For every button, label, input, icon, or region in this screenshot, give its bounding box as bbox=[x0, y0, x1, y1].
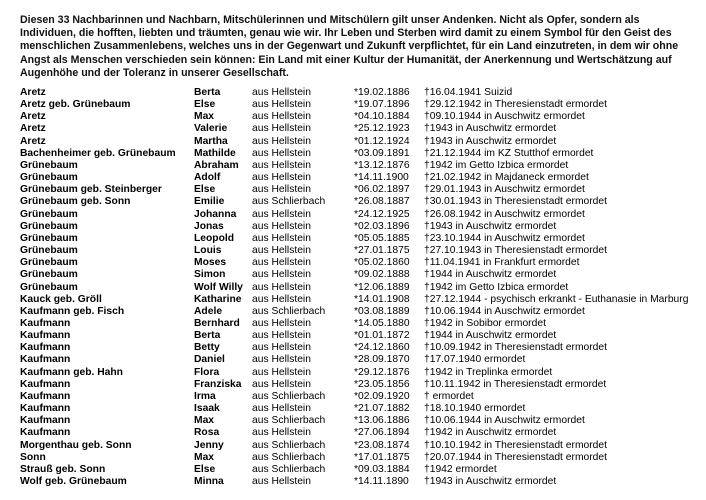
first-name-cell: Else bbox=[194, 463, 216, 475]
surname-cell: Kaufmann bbox=[20, 330, 71, 342]
origin-cell: aus Hellstein bbox=[252, 123, 311, 135]
table-row bbox=[20, 282, 700, 294]
surname-cell: Grünebaum bbox=[20, 172, 78, 184]
surname-cell: Kaufmann geb. Fisch bbox=[20, 305, 125, 317]
birth-date-cell: *25.12.1923 bbox=[354, 123, 410, 135]
first-name-cell: Jonas bbox=[194, 220, 224, 232]
first-name-cell: Wolf Willy bbox=[194, 281, 243, 293]
surname-cell: Aretz bbox=[20, 111, 46, 123]
first-name-cell: Berta bbox=[194, 87, 221, 98]
surname-cell: Aretz bbox=[20, 87, 46, 98]
surname-cell: Kaufmann bbox=[20, 403, 71, 415]
death-info-cell: †1942 ermordet bbox=[424, 463, 497, 475]
death-info-cell: †29.01.1943 in Auschwitz ermordet bbox=[424, 184, 585, 196]
death-info-cell: †1942 in Auschwitz ermordet bbox=[424, 427, 557, 439]
origin-cell: aus Hellstein bbox=[252, 184, 311, 196]
birth-date-cell: *29.12.1876 bbox=[354, 366, 410, 378]
death-info-cell: †16.04.1941 Suizid bbox=[424, 87, 513, 98]
surname-cell: Grünebaum bbox=[20, 281, 78, 293]
intro-paragraph: Diesen 33 Nachbarinnen und Nachbarn, Mitschülerinnen und Mitschülern gilt unser Andenken. Nicht als Opfer, sondern als Individuen, die hofften, liebten und träumten, genau wie wir. Ihr Leben und Sterben wird damit zu einem Symbol für den Geist des menschlichen Zusammenlebens, welches uns in der Gegenwart und Zukunft verpflichtet, für ein Land einzutreten, in dem wir ohne Angst als Menschen verschieden sein können: Ein Land mit einer Kultur der Humanität, der Anerkennung und Wertschätzung auf Augenhöhe und der Toleranz in unserer Gesellschaft. bbox=[20, 14, 679, 79]
surname-cell: Kaufmann bbox=[20, 317, 71, 329]
surname-cell: Kaufmann bbox=[20, 427, 71, 439]
death-info-cell: †20.07.1944 in Theresienstadt ermordet bbox=[424, 451, 607, 463]
origin-cell: aus Hellstein bbox=[252, 342, 311, 354]
surname-cell: Kaufmann bbox=[20, 342, 71, 354]
death-info-cell: †10.11.1942 in Theresienstadt ermordet bbox=[424, 378, 607, 390]
origin-cell: aus Hellstein bbox=[252, 354, 311, 366]
death-info-cell: †1942 in Treplinka ermordet bbox=[424, 366, 553, 378]
origin-cell: aus Hellstein bbox=[252, 269, 311, 281]
origin-cell: aus Hellstein bbox=[252, 159, 311, 171]
table-row bbox=[20, 476, 700, 488]
first-name-cell: Simon bbox=[194, 269, 226, 281]
surname-cell: Grünebaum bbox=[20, 232, 78, 244]
birth-date-cell: *28.09.1870 bbox=[354, 354, 410, 366]
table-row bbox=[20, 209, 700, 221]
first-name-cell: Berta bbox=[194, 330, 221, 342]
first-name-cell: Johanna bbox=[194, 208, 237, 220]
first-name-cell: Minna bbox=[194, 476, 224, 487]
first-name-cell: Max bbox=[194, 451, 215, 463]
first-name-cell: Max bbox=[194, 415, 215, 427]
origin-cell: aus Hellstein bbox=[252, 317, 311, 329]
table-row bbox=[20, 330, 700, 342]
table-row bbox=[20, 318, 700, 330]
table-row bbox=[20, 306, 700, 318]
first-name-cell: Katharine bbox=[194, 293, 242, 305]
birth-date-cell: *17.01.1875 bbox=[354, 451, 410, 463]
first-name-cell: Mathilde bbox=[194, 147, 236, 159]
origin-cell: aus Hellstein bbox=[252, 87, 311, 98]
origin-cell: aus Hellstein bbox=[252, 232, 311, 244]
origin-cell: aus Schlierbach bbox=[252, 305, 326, 317]
table-row bbox=[20, 427, 700, 439]
death-info-cell: †1944 in Auschwitz ermordet bbox=[424, 269, 557, 281]
birth-date-cell: *06.02.1897 bbox=[354, 184, 410, 196]
table-row bbox=[20, 99, 700, 111]
surname-cell: Aretz bbox=[20, 135, 46, 147]
birth-date-cell: *03.08.1889 bbox=[354, 305, 410, 317]
surname-cell: Aretz geb. Grünebaum bbox=[20, 99, 131, 111]
surname-cell: Grünebaum bbox=[20, 269, 78, 281]
death-info-cell: †21.12.1944 im KZ Stutthof ermordet bbox=[424, 147, 594, 159]
surname-cell: Kauck geb. Gröll bbox=[20, 293, 102, 305]
birth-date-cell: *12.06.1889 bbox=[354, 281, 410, 293]
death-info-cell: †23.10.1944 in Auschwitz ermordet bbox=[424, 232, 585, 244]
surname-cell: Morgenthau geb. Sonn bbox=[20, 439, 132, 451]
origin-cell: aus Hellstein bbox=[252, 378, 311, 390]
origin-cell: aus Schlierbach bbox=[252, 196, 326, 208]
first-name-cell: Moses bbox=[194, 257, 227, 269]
birth-date-cell: *14.01.1908 bbox=[354, 293, 410, 305]
death-info-cell: †17.07.1940 ermordet bbox=[424, 354, 526, 366]
table-row bbox=[20, 464, 700, 476]
birth-date-cell: *19.07.1896 bbox=[354, 99, 410, 111]
death-info-cell: †1942 in Sobibor ermordet bbox=[424, 317, 546, 329]
table-row bbox=[20, 221, 700, 233]
birth-date-cell: *02.03.1896 bbox=[354, 220, 410, 232]
table-row bbox=[20, 367, 700, 379]
surname-cell: Grünebaum bbox=[20, 220, 78, 232]
origin-cell: aus Hellstein bbox=[252, 293, 311, 305]
origin-cell: aus Hellstein bbox=[252, 257, 311, 269]
table-row bbox=[20, 379, 700, 391]
birth-date-cell: *13.06.1886 bbox=[354, 415, 410, 427]
table-row bbox=[20, 294, 700, 306]
surname-cell: Kaufmann bbox=[20, 415, 71, 427]
birth-date-cell: *05.02.1860 bbox=[354, 257, 410, 269]
origin-cell: aus Hellstein bbox=[252, 403, 311, 415]
birth-date-cell: *21.07.1882 bbox=[354, 403, 410, 415]
table-row bbox=[20, 452, 700, 464]
death-info-cell: †1943 in Auschwitz ermordet bbox=[424, 476, 557, 487]
surname-cell: Kaufmann geb. Hahn bbox=[20, 366, 123, 378]
birth-date-cell: *13.12.1876 bbox=[354, 159, 410, 171]
origin-cell: aus Hellstein bbox=[252, 427, 311, 439]
first-name-cell: Leopold bbox=[194, 232, 235, 244]
surname-cell: Kaufmann bbox=[20, 390, 71, 402]
surname-cell: Kaufmann bbox=[20, 378, 71, 390]
birth-date-cell: *14.11.1900 bbox=[354, 172, 409, 184]
birth-date-cell: *27.01.1875 bbox=[354, 245, 410, 257]
death-info-cell: †10.10.1942 in Theresienstadt ermordet bbox=[424, 439, 607, 451]
death-info-cell: †26.08.1942 in Auschwitz ermordet bbox=[424, 208, 585, 220]
origin-cell: aus Hellstein bbox=[252, 220, 311, 232]
death-info-cell: †27.10.1943 in Theresienstadt ermordet bbox=[424, 245, 607, 257]
first-name-cell: Martha bbox=[194, 135, 228, 147]
origin-cell: aus Hellstein bbox=[252, 111, 311, 123]
origin-cell: aus Schlierbach bbox=[252, 463, 326, 475]
birth-date-cell: *04.10.1884 bbox=[354, 111, 410, 123]
death-info-cell: †1942 im Getto Izbica ermordet bbox=[424, 281, 569, 293]
first-name-cell: Adolf bbox=[194, 172, 221, 184]
table-row bbox=[20, 269, 700, 281]
first-name-cell: Isaak bbox=[194, 403, 220, 415]
birth-date-cell: *14.05.1880 bbox=[354, 317, 410, 329]
table-row bbox=[20, 148, 700, 160]
surname-cell: Strauß geb. Sonn bbox=[20, 463, 106, 475]
origin-cell: aus Hellstein bbox=[252, 208, 311, 220]
table-row bbox=[20, 160, 700, 172]
birth-date-cell: *27.06.1894 bbox=[354, 427, 410, 439]
surname-cell: Sonn bbox=[20, 451, 46, 463]
surname-cell: Grünebaum bbox=[20, 257, 78, 269]
surname-cell: Kaufmann bbox=[20, 354, 71, 366]
origin-cell: aus Hellstein bbox=[252, 330, 311, 342]
table-row bbox=[20, 136, 700, 148]
table-row bbox=[20, 403, 700, 415]
origin-cell: aus Hellstein bbox=[252, 281, 311, 293]
birth-date-cell: *14.11.1890 bbox=[354, 476, 409, 487]
first-name-cell: Daniel bbox=[194, 354, 225, 366]
death-info-cell: †21.02.1942 in Majdaneck ermordet bbox=[424, 172, 589, 184]
birth-date-cell: *09.03.1884 bbox=[354, 463, 410, 475]
death-info-cell: †11.04.1941 in Frankfurt ermordet bbox=[424, 257, 580, 269]
death-info-cell: †1943 in Auschwitz ermordet bbox=[424, 135, 557, 147]
table-row bbox=[20, 196, 700, 208]
surname-cell: Aretz bbox=[20, 123, 46, 135]
first-name-cell: Betty bbox=[194, 342, 220, 354]
origin-cell: aus Hellstein bbox=[252, 245, 311, 257]
death-info-cell: †10.09.1942 in Theresienstadt ermordet bbox=[424, 342, 607, 354]
surname-cell: Grünebaum geb. Sonn bbox=[20, 196, 131, 208]
table-row bbox=[20, 342, 700, 354]
origin-cell: aus Schlierbach bbox=[252, 439, 326, 451]
table-row bbox=[20, 415, 700, 427]
memorial-table bbox=[20, 87, 700, 488]
birth-date-cell: *09.02.1888 bbox=[354, 269, 410, 281]
table-row bbox=[20, 354, 700, 366]
table-row bbox=[20, 111, 700, 123]
death-info-cell: †1942 im Getto Izbica ermordet bbox=[424, 159, 569, 171]
first-name-cell: Bernhard bbox=[194, 317, 240, 329]
origin-cell: aus Hellstein bbox=[252, 99, 311, 111]
death-info-cell: †1944 in Auschwitz ermordet bbox=[424, 330, 557, 342]
birth-date-cell: *23.08.1874 bbox=[354, 439, 410, 451]
surname-cell: Bachenheimer geb. Grünebaum bbox=[20, 147, 176, 159]
origin-cell: aus Schlierbach bbox=[252, 390, 326, 402]
origin-cell: aus Schlierbach bbox=[252, 451, 326, 463]
table-row bbox=[20, 245, 700, 257]
birth-date-cell: *19.02.1886 bbox=[354, 87, 410, 98]
death-info-cell: †10.06.1944 in Auschwitz ermordet bbox=[424, 415, 585, 427]
birth-date-cell: *23.05.1856 bbox=[354, 378, 410, 390]
death-info-cell: †1943 in Auschwitz ermordet bbox=[424, 123, 557, 135]
origin-cell: aus Hellstein bbox=[252, 135, 311, 147]
table-row bbox=[20, 391, 700, 403]
surname-cell: Grünebaum bbox=[20, 208, 78, 220]
death-info-cell: †30.01.1943 in Theresienstadt ermordet bbox=[424, 196, 607, 208]
memorial-list bbox=[20, 87, 700, 488]
origin-cell: aus Hellstein bbox=[252, 172, 311, 184]
birth-date-cell: *01.12.1924 bbox=[354, 135, 410, 147]
table-row bbox=[20, 440, 700, 452]
death-info-cell: †09.10.1944 in Auschwitz ermordet bbox=[424, 111, 585, 123]
birth-date-cell: *01.01.1872 bbox=[354, 330, 410, 342]
death-info-cell: †27.12.1944 - psychisch erkrankt - Euthanasie in Marburg bbox=[424, 293, 689, 305]
birth-date-cell: *02.09.1920 bbox=[354, 390, 410, 402]
first-name-cell: Rosa bbox=[194, 427, 220, 439]
surname-cell: Wolf geb. Grünebaum bbox=[20, 476, 127, 487]
death-info-cell: †29.12.1942 in Theresienstadt ermordet bbox=[424, 99, 607, 111]
table-row bbox=[20, 257, 700, 269]
table-row bbox=[20, 233, 700, 245]
first-name-cell: Abraham bbox=[194, 159, 239, 171]
death-info-cell: † ermordet bbox=[424, 390, 474, 402]
first-name-cell: Valerie bbox=[194, 123, 228, 135]
table-row bbox=[20, 184, 700, 196]
first-name-cell: Max bbox=[194, 111, 215, 123]
origin-cell: aus Hellstein bbox=[252, 147, 311, 159]
first-name-cell: Else bbox=[194, 99, 216, 111]
first-name-cell: Franziska bbox=[194, 378, 242, 390]
origin-cell: aus Hellstein bbox=[252, 476, 311, 487]
first-name-cell: Jenny bbox=[194, 439, 224, 451]
first-name-cell: Else bbox=[194, 184, 216, 196]
birth-date-cell: *05.05.1885 bbox=[354, 232, 410, 244]
birth-date-cell: *03.09.1891 bbox=[354, 147, 410, 159]
surname-cell: Grünebaum geb. Steinberger bbox=[20, 184, 162, 196]
first-name-cell: Adele bbox=[194, 305, 223, 317]
death-info-cell: †10.06.1944 in Auschwitz ermordet bbox=[424, 305, 585, 317]
origin-cell: aus Schlierbach bbox=[252, 415, 326, 427]
birth-date-cell: *26.08.1887 bbox=[354, 196, 410, 208]
table-row bbox=[20, 87, 700, 99]
surname-cell: Grünebaum bbox=[20, 245, 78, 257]
table-row bbox=[20, 172, 700, 184]
first-name-cell: Louis bbox=[194, 245, 222, 257]
death-info-cell: †18.10.1940 ermordet bbox=[424, 403, 526, 415]
first-name-cell: Emilie bbox=[194, 196, 225, 208]
death-info-cell: †1943 in Auschwitz ermordet bbox=[424, 220, 557, 232]
first-name-cell: Flora bbox=[194, 366, 220, 378]
table-row bbox=[20, 123, 700, 135]
origin-cell: aus Hellstein bbox=[252, 366, 311, 378]
birth-date-cell: *24.12.1860 bbox=[354, 342, 410, 354]
surname-cell: Grünebaum bbox=[20, 159, 78, 171]
birth-date-cell: *24.12.1925 bbox=[354, 208, 410, 220]
first-name-cell: Irma bbox=[194, 390, 216, 402]
